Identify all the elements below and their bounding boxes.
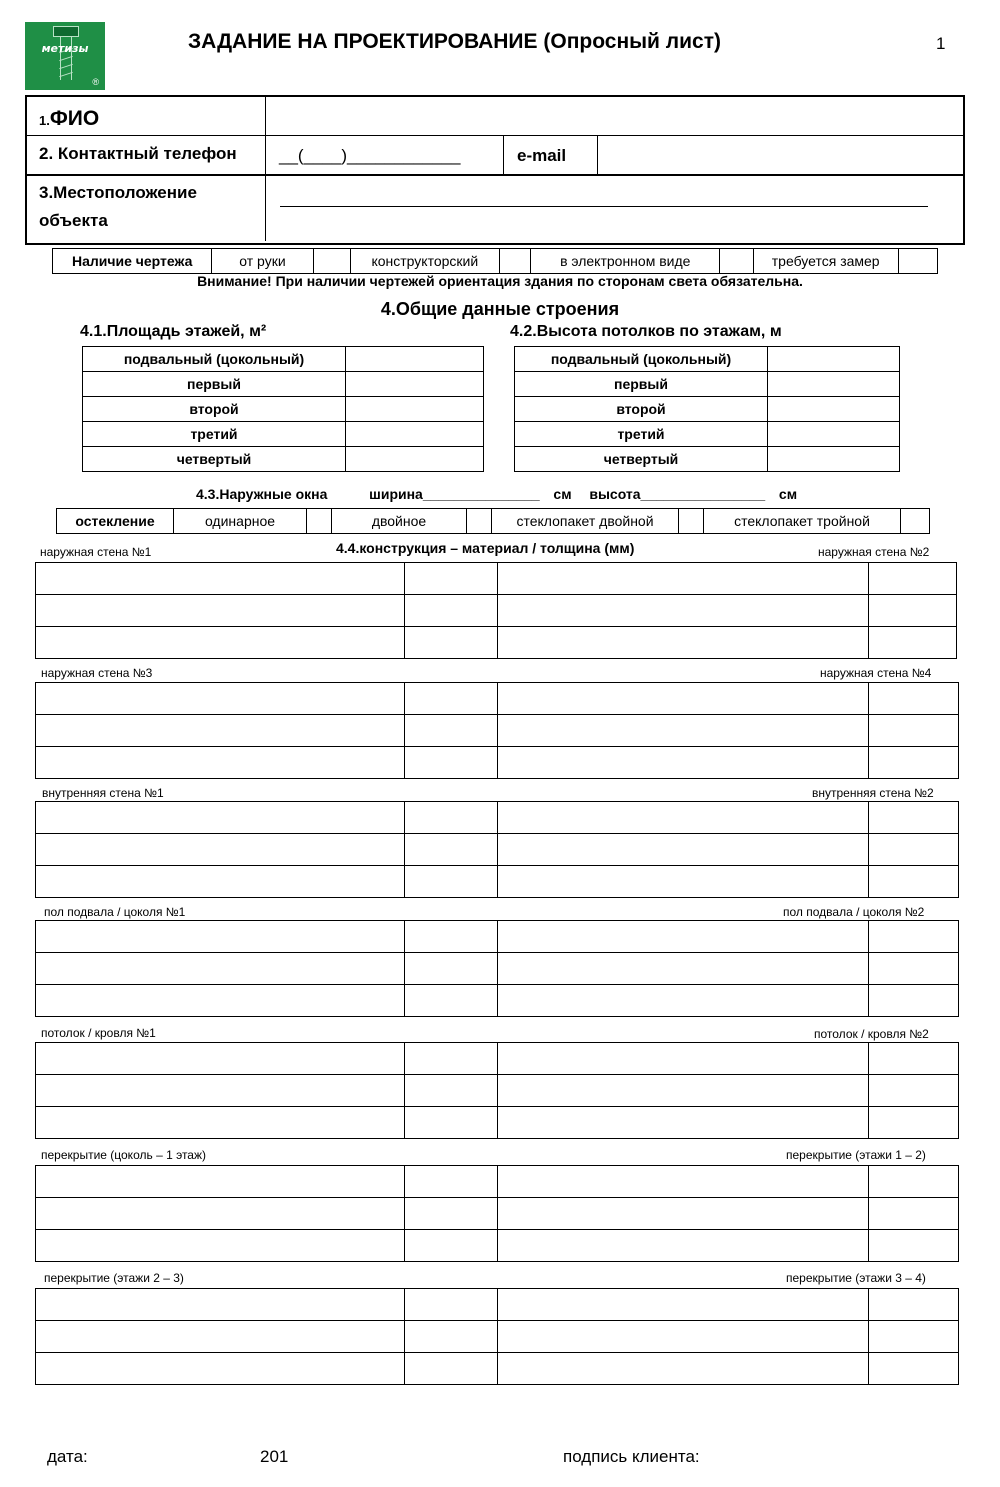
thickness-cell[interactable] — [405, 683, 498, 715]
material-cell[interactable] — [498, 1166, 869, 1198]
drawing-checkbox[interactable] — [898, 249, 937, 274]
drawing-checkbox[interactable] — [313, 249, 350, 274]
wall-label-left: перекрытие (этажи 2 – 3) — [44, 1271, 184, 1285]
wall-table — [35, 1042, 959, 1139]
material-cell[interactable] — [36, 1043, 405, 1075]
windows-height-field[interactable]: высота________________ — [589, 486, 766, 502]
floor-label: второй — [83, 397, 346, 422]
material-cell[interactable] — [498, 1289, 869, 1321]
wall-table — [35, 1288, 959, 1385]
material-cell[interactable] — [498, 747, 869, 779]
height-value-cell[interactable] — [768, 347, 900, 372]
material-cell[interactable] — [498, 1075, 869, 1107]
wall-label-left: внутренняя стена №1 — [42, 786, 164, 800]
area-value-cell[interactable] — [346, 372, 484, 397]
wall-label-left: потолок / кровля №1 — [41, 1026, 156, 1040]
phone-label: 2. Контактный телефон — [39, 144, 237, 163]
drawing-option: от руки — [212, 249, 313, 274]
material-cell[interactable] — [498, 1230, 869, 1262]
thickness-cell[interactable] — [869, 1289, 959, 1321]
material-cell[interactable] — [498, 834, 869, 866]
drawing-checkbox[interactable] — [499, 249, 530, 274]
thickness-cell[interactable] — [405, 627, 498, 659]
thickness-cell[interactable] — [869, 1198, 959, 1230]
thickness-cell[interactable] — [869, 1166, 959, 1198]
material-cell[interactable] — [498, 563, 869, 595]
material-cell[interactable] — [36, 985, 405, 1017]
wall-label-left: перекрытие (цоколь – 1 этаж) — [41, 1148, 206, 1162]
wall-table — [35, 920, 959, 1017]
material-cell[interactable] — [36, 953, 405, 985]
thickness-cell[interactable] — [405, 953, 498, 985]
material-cell[interactable] — [36, 1166, 405, 1198]
material-cell[interactable] — [498, 1321, 869, 1353]
wall-label-right: наружная стена №2 — [818, 545, 930, 559]
phone-row — [27, 136, 963, 176]
height-value-cell[interactable] — [768, 372, 900, 397]
thickness-cell[interactable] — [869, 953, 959, 985]
area-value-cell[interactable] — [346, 422, 484, 447]
location-field[interactable] — [280, 206, 928, 207]
thickness-cell[interactable] — [869, 834, 959, 866]
height-value-cell[interactable] — [768, 447, 900, 472]
material-cell[interactable] — [498, 1107, 869, 1139]
material-cell[interactable] — [36, 866, 405, 898]
drawing-option: конструкторский — [350, 249, 499, 274]
area-value-cell[interactable] — [346, 397, 484, 422]
construction-title: 4.4.конструкция – материал / толщина (мм) — [336, 540, 635, 556]
thickness-cell[interactable] — [405, 1289, 498, 1321]
thickness-cell[interactable] — [405, 866, 498, 898]
thickness-cell[interactable] — [405, 747, 498, 779]
floor-label: третий — [515, 422, 768, 447]
floor-label: подвальный (цокольный) — [83, 347, 346, 372]
thickness-cell[interactable] — [869, 715, 959, 747]
thickness-cell[interactable] — [405, 1107, 498, 1139]
email-label: e-mail — [517, 146, 567, 165]
material-cell[interactable] — [36, 834, 405, 866]
material-cell[interactable] — [498, 985, 869, 1017]
thickness-cell[interactable] — [405, 921, 498, 953]
thickness-cell[interactable] — [869, 683, 959, 715]
fio-field[interactable] — [267, 97, 961, 135]
material-cell[interactable] — [498, 866, 869, 898]
thickness-cell[interactable] — [405, 1353, 498, 1385]
windows-height-unit: см — [778, 486, 798, 502]
material-cell[interactable] — [36, 1353, 405, 1385]
thickness-cell[interactable] — [869, 985, 959, 1017]
thickness-cell[interactable] — [405, 834, 498, 866]
company-logo — [25, 22, 105, 90]
thickness-cell[interactable] — [869, 1353, 959, 1385]
material-cell[interactable] — [36, 627, 405, 659]
thickness-cell[interactable] — [405, 1075, 498, 1107]
material-cell[interactable] — [498, 683, 869, 715]
material-cell[interactable] — [36, 683, 405, 715]
floor-label: второй — [515, 397, 768, 422]
thickness-cell[interactable] — [405, 595, 498, 627]
drawing-option: в электронном виде — [531, 249, 720, 274]
floor-label: четвертый — [83, 447, 346, 472]
thickness-cell[interactable] — [869, 595, 957, 627]
material-cell[interactable] — [498, 953, 869, 985]
thickness-cell[interactable] — [869, 1107, 959, 1139]
glazing-option: стеклопакет двойной — [492, 509, 679, 534]
thickness-cell[interactable] — [869, 1043, 959, 1075]
logo-text: метизы — [41, 42, 89, 55]
area-value-cell[interactable] — [346, 347, 484, 372]
glazing-option: стеклопакет тройной — [704, 509, 901, 534]
material-cell[interactable] — [36, 1289, 405, 1321]
floor-label: четвертый — [515, 447, 768, 472]
material-cell[interactable] — [36, 595, 405, 627]
fio-row: 1.ФИО — [27, 97, 963, 136]
year-prefix[interactable]: 201 — [260, 1447, 289, 1466]
material-cell[interactable] — [36, 802, 405, 834]
phone-field[interactable]: __(____)____________ — [279, 146, 461, 165]
wall-table — [35, 1165, 959, 1262]
glazing-checkbox[interactable] — [901, 509, 930, 534]
date-label: дата: — [47, 1447, 88, 1466]
material-cell[interactable] — [498, 627, 869, 659]
thickness-cell[interactable] — [869, 921, 959, 953]
thickness-cell[interactable] — [405, 1321, 498, 1353]
windows-width-unit: см — [553, 486, 572, 502]
glazing-table — [56, 508, 930, 534]
material-cell[interactable] — [36, 563, 405, 595]
client-info-block — [25, 95, 965, 245]
page-title: ЗАДАНИЕ НА ПРОЕКТИРОВАНИЕ (Опросный лист) — [188, 30, 722, 53]
thickness-cell[interactable] — [869, 563, 957, 595]
height-value-cell[interactable] — [768, 397, 900, 422]
thickness-cell[interactable] — [869, 1230, 959, 1262]
signature-label: подпись клиента: — [563, 1447, 700, 1466]
area-table — [82, 346, 484, 472]
floor-label: первый — [83, 372, 346, 397]
wall-label-right: перекрытие (этажи 1 – 2) — [786, 1148, 926, 1162]
email-field[interactable] — [599, 136, 961, 174]
material-cell[interactable] — [498, 1043, 869, 1075]
windows-row — [196, 486, 797, 502]
glazing-checkbox[interactable] — [307, 509, 332, 534]
glazing-checkbox[interactable] — [679, 509, 704, 534]
glazing-checkbox[interactable] — [467, 509, 492, 534]
glazing-option: двойное — [332, 509, 467, 534]
wall-table — [35, 682, 959, 779]
height-table — [514, 346, 900, 472]
material-cell[interactable] — [36, 715, 405, 747]
height-value-cell[interactable] — [768, 422, 900, 447]
material-cell[interactable] — [36, 921, 405, 953]
height-title: 4.2.Высота потолков по этажам, м — [510, 323, 782, 340]
thickness-cell[interactable] — [405, 715, 498, 747]
windows-width-field[interactable]: ширина_______________ — [369, 486, 540, 502]
material-cell[interactable] — [498, 595, 869, 627]
area-title: 4.1.Площадь этажей, м² — [80, 323, 267, 340]
thickness-cell[interactable] — [869, 866, 959, 898]
floor-label: третий — [83, 422, 346, 447]
material-cell[interactable] — [36, 1230, 405, 1262]
drawing-checkbox[interactable] — [720, 249, 753, 274]
drawing-table — [52, 248, 938, 274]
page-number: 1 — [936, 34, 946, 53]
floor-label: подвальный (цокольный) — [515, 347, 768, 372]
material-cell[interactable] — [36, 1198, 405, 1230]
wall-label-left: наружная стена №3 — [41, 666, 153, 680]
windows-label: 4.3.Наружные окна — [196, 486, 328, 502]
wall-label-right: внутренняя стена №2 — [812, 786, 934, 800]
thickness-cell[interactable] — [405, 985, 498, 1017]
wall-label-right: перекрытие (этажи 3 – 4) — [786, 1271, 926, 1285]
glazing-option: одинарное — [174, 509, 307, 534]
section-title: 4.Общие данные строения — [380, 299, 620, 319]
logo-reg-mark: ® — [92, 77, 99, 87]
thickness-cell[interactable] — [405, 1043, 498, 1075]
drawing-label: Наличие чертежа — [53, 249, 212, 274]
wall-table — [35, 562, 957, 659]
material-cell[interactable] — [36, 1321, 405, 1353]
thickness-cell[interactable] — [869, 747, 959, 779]
thickness-cell[interactable] — [405, 1198, 498, 1230]
material-cell[interactable] — [498, 1353, 869, 1385]
wall-label-left: наружная стена №1 — [40, 545, 152, 559]
wall-label-right: потолок / кровля №2 — [814, 1027, 929, 1041]
glazing-label: остекление — [57, 509, 174, 534]
wall-label-left: пол подвала / цоколя №1 — [44, 905, 186, 919]
material-cell[interactable] — [498, 715, 869, 747]
wall-label-right: пол подвала / цоколя №2 — [783, 905, 925, 919]
thickness-cell[interactable] — [869, 627, 957, 659]
thickness-cell[interactable] — [869, 1321, 959, 1353]
location-label-line2: объекта — [39, 211, 108, 230]
material-cell[interactable] — [498, 921, 869, 953]
location-label-line1: 3.Местоположение — [39, 183, 197, 202]
thickness-cell[interactable] — [405, 1230, 498, 1262]
thickness-cell[interactable] — [869, 802, 959, 834]
thickness-cell[interactable] — [869, 1075, 959, 1107]
wall-label-right: наружная стена №4 — [820, 666, 932, 680]
material-cell[interactable] — [498, 802, 869, 834]
floor-label: первый — [515, 372, 768, 397]
material-cell[interactable] — [36, 1075, 405, 1107]
drawing-note: Внимание! При наличии чертежей ориентация здания по сторонам света обязательна. — [197, 273, 803, 289]
thickness-cell[interactable] — [405, 1166, 498, 1198]
drawing-option: требуется замер — [753, 249, 898, 274]
wall-table — [35, 801, 959, 898]
thickness-cell[interactable] — [405, 802, 498, 834]
area-value-cell[interactable] — [346, 447, 484, 472]
material-cell[interactable] — [498, 1198, 869, 1230]
thickness-cell[interactable] — [405, 563, 498, 595]
material-cell[interactable] — [36, 1107, 405, 1139]
material-cell[interactable] — [36, 747, 405, 779]
